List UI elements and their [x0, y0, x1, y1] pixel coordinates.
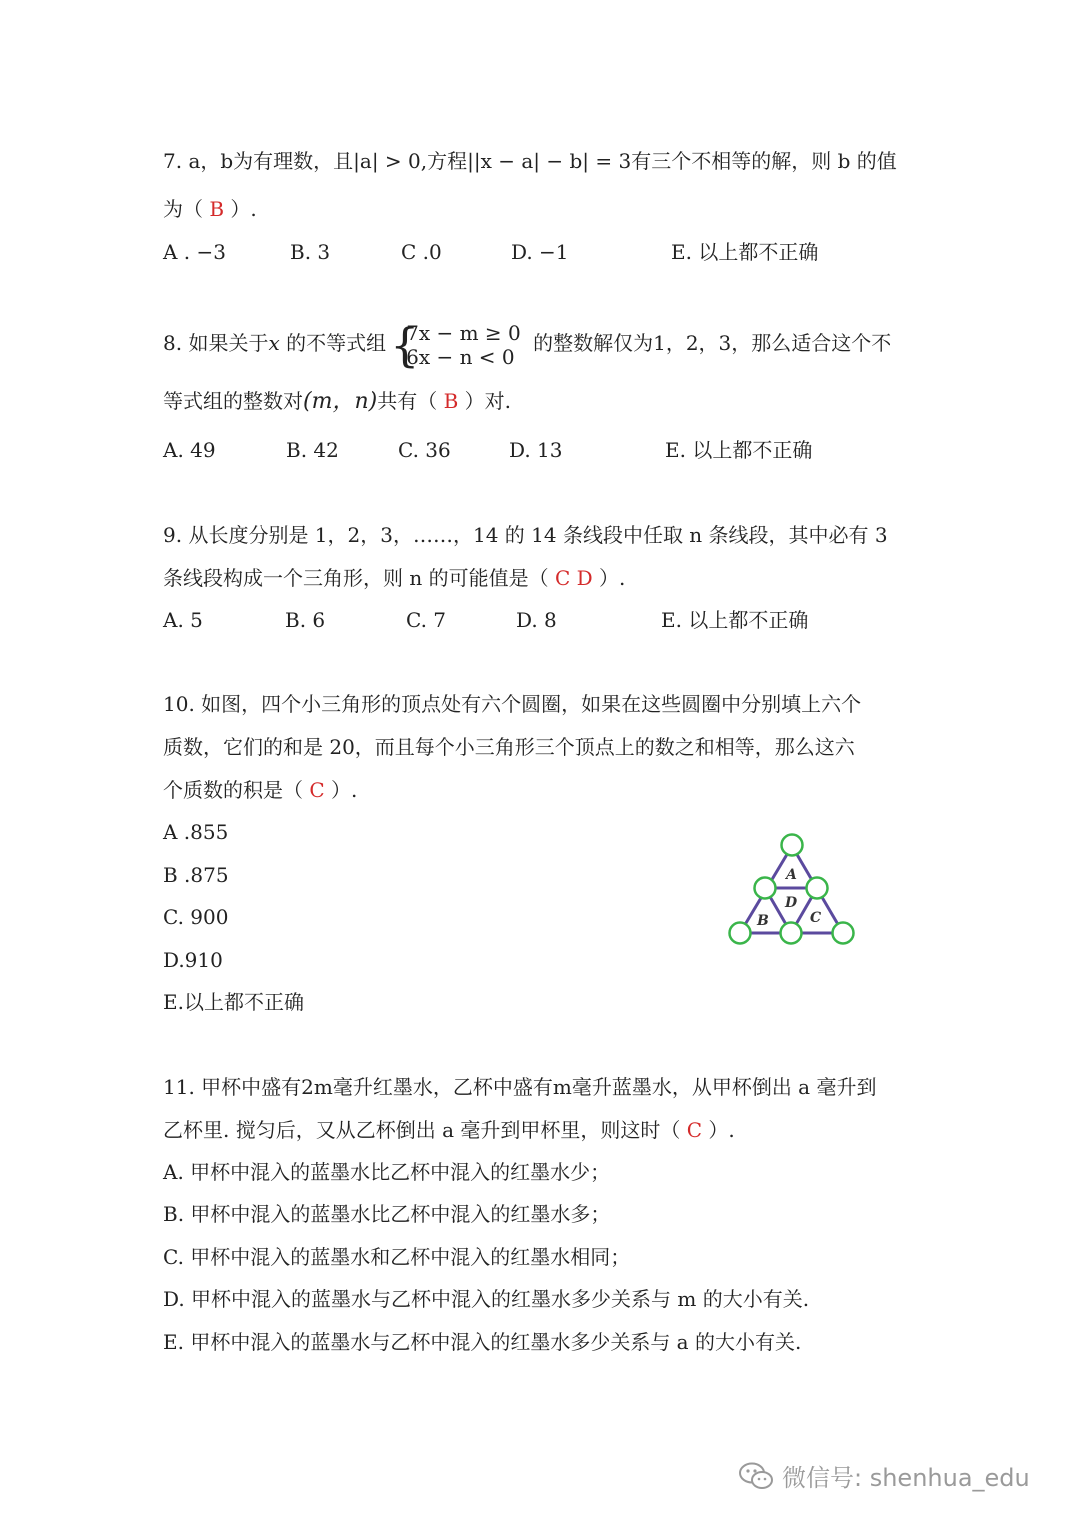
q10-line1: 10. 如图，四个小三角形的顶点处有六个圆圈，如果在这些圆圈中分别填上六个: [163, 692, 862, 716]
q7-line2-prefix: 为（: [163, 197, 210, 221]
vertex-circle-top: [782, 835, 803, 856]
q9-option-d: D. 8: [516, 608, 557, 632]
q8-mid: 的不等式组: [279, 331, 387, 355]
vertex-circle-mid-right: [807, 878, 828, 899]
triangle-diagram: [722, 826, 862, 951]
q8-var: x: [268, 331, 280, 355]
q11-answer: C: [686, 1118, 703, 1142]
vertex-circle-mid-left: [755, 878, 776, 899]
q7-line1: 7. a，b为有理数，且|a| > 0,方程||x − a| − b| = 3有三个不相等的解，则 b 的值: [163, 149, 897, 173]
q7-option-d: D. −1: [511, 240, 569, 264]
q8-line1: [163, 318, 891, 369]
q10-line3: [163, 775, 357, 805]
label-a: A: [786, 867, 797, 883]
q8-line2-mid: 共有（: [377, 389, 444, 413]
q10-line3-suffix: ）.: [324, 778, 358, 802]
q8-option-c: C. 36: [398, 438, 451, 462]
q10-line2: 质数，它们的和是 20，而且每个小三角形三个顶点上的数之和相等，那么这六: [163, 735, 855, 759]
vertex-circle-bottom-right: [833, 923, 854, 944]
q8-answer: B: [443, 389, 459, 413]
q11-option-c: C. 甲杯中混入的蓝墨水和乙杯中混入的红墨水相同；: [163, 1245, 631, 1269]
q7-answer: B: [209, 197, 225, 221]
q7-line2-suffix: ）.: [224, 197, 257, 221]
q8-option-d: D. 13: [509, 438, 563, 462]
q11-option-b: B. 甲杯中混入的蓝墨水比乙杯中混入的红墨水多；: [163, 1202, 611, 1226]
q8-eq1: { 7x − m ≥ 0: [406, 320, 521, 345]
q9-line2: [163, 563, 625, 593]
q7-option-c: C .0: [401, 240, 442, 264]
vertex-circle-bottom-left: [730, 923, 751, 944]
q7-option-e: E. 以上都不正确: [671, 240, 819, 264]
q10-line3-prefix: 个质数的积是（: [163, 778, 310, 802]
q9-line2-suffix: ）.: [592, 566, 626, 590]
q8-pair: (m，n): [303, 389, 378, 414]
q9-line1: 9. 从长度分别是 1，2，3，……，14 的 14 条线段中任取 n 条线段，其中必有 3: [163, 523, 888, 547]
watermark-text: 微信号: shenhua_edu: [782, 1464, 1030, 1492]
q7-option-b: B. 3: [290, 240, 331, 264]
q11-line2-prefix: 乙杯里. 搅匀后，又从乙杯倒出 a 毫升到甲杯里，则这时（: [163, 1118, 687, 1142]
triangle-figure: [722, 826, 862, 951]
q9-option-a: A. 5: [163, 608, 203, 632]
q8-prefix: 8. 如果关于: [163, 331, 269, 355]
wechat-watermark: [738, 1458, 1030, 1493]
q9-option-b: B. 6: [285, 608, 326, 632]
q10-answer: C: [309, 778, 325, 802]
q10-option-c: C. 900: [163, 905, 229, 929]
label-c: C: [810, 910, 822, 926]
q8-inequality-system: [392, 321, 521, 369]
q8-line2-suffix: ）对.: [458, 389, 511, 413]
q9-option-c: C. 7: [406, 608, 447, 632]
q10-option-e: E.以上都不正确: [163, 990, 304, 1014]
q8-option-a: A. 49: [163, 438, 216, 462]
q11-option-a: A. 甲杯中混入的蓝墨水比乙杯中混入的红墨水少；: [163, 1160, 611, 1184]
q11-option-e: E. 甲杯中混入的蓝墨水与乙杯中混入的红墨水多少关系与 a 的大小有关.: [163, 1330, 802, 1354]
q11-line2: [163, 1115, 735, 1145]
q9-option-e: E. 以上都不正确: [661, 608, 809, 632]
q10-option-d: D.910: [163, 948, 223, 972]
q8-line2: [163, 386, 511, 417]
label-d: D: [785, 895, 798, 911]
q8-suffix: 的整数解仅为1，2，3，那么适合这个不: [526, 331, 892, 355]
q7-option-a: A . −3: [163, 240, 226, 264]
q11-option-d: D. 甲杯中混入的蓝墨水与乙杯中混入的红墨水多少关系与 m 的大小有关.: [163, 1287, 810, 1311]
q10-option-b: B .875: [163, 863, 229, 887]
q11-line1: 11. 甲杯中盛有2m毫升红墨水，乙杯中盛有m毫升蓝墨水，从甲杯倒出 a 毫升到: [163, 1075, 877, 1099]
q8-option-e: E. 以上都不正确: [665, 438, 813, 462]
q11-line2-suffix: ）.: [702, 1118, 735, 1142]
q9-answer: C D: [554, 566, 593, 590]
q8-eq2: 6x − n < 0: [406, 344, 515, 369]
q8-line2-prefix: 等式组的整数对: [163, 389, 303, 413]
label-b: B: [757, 913, 769, 929]
q9-line2-prefix: 条线段构成一个三角形，则 n 的可能值是（: [163, 566, 555, 590]
q7-line2: [163, 194, 257, 224]
wechat-icon: [738, 1461, 774, 1491]
vertex-circle-bottom-mid: [781, 923, 802, 944]
q8-option-b: B. 42: [286, 438, 339, 462]
q10-option-a: A .855: [163, 820, 229, 844]
